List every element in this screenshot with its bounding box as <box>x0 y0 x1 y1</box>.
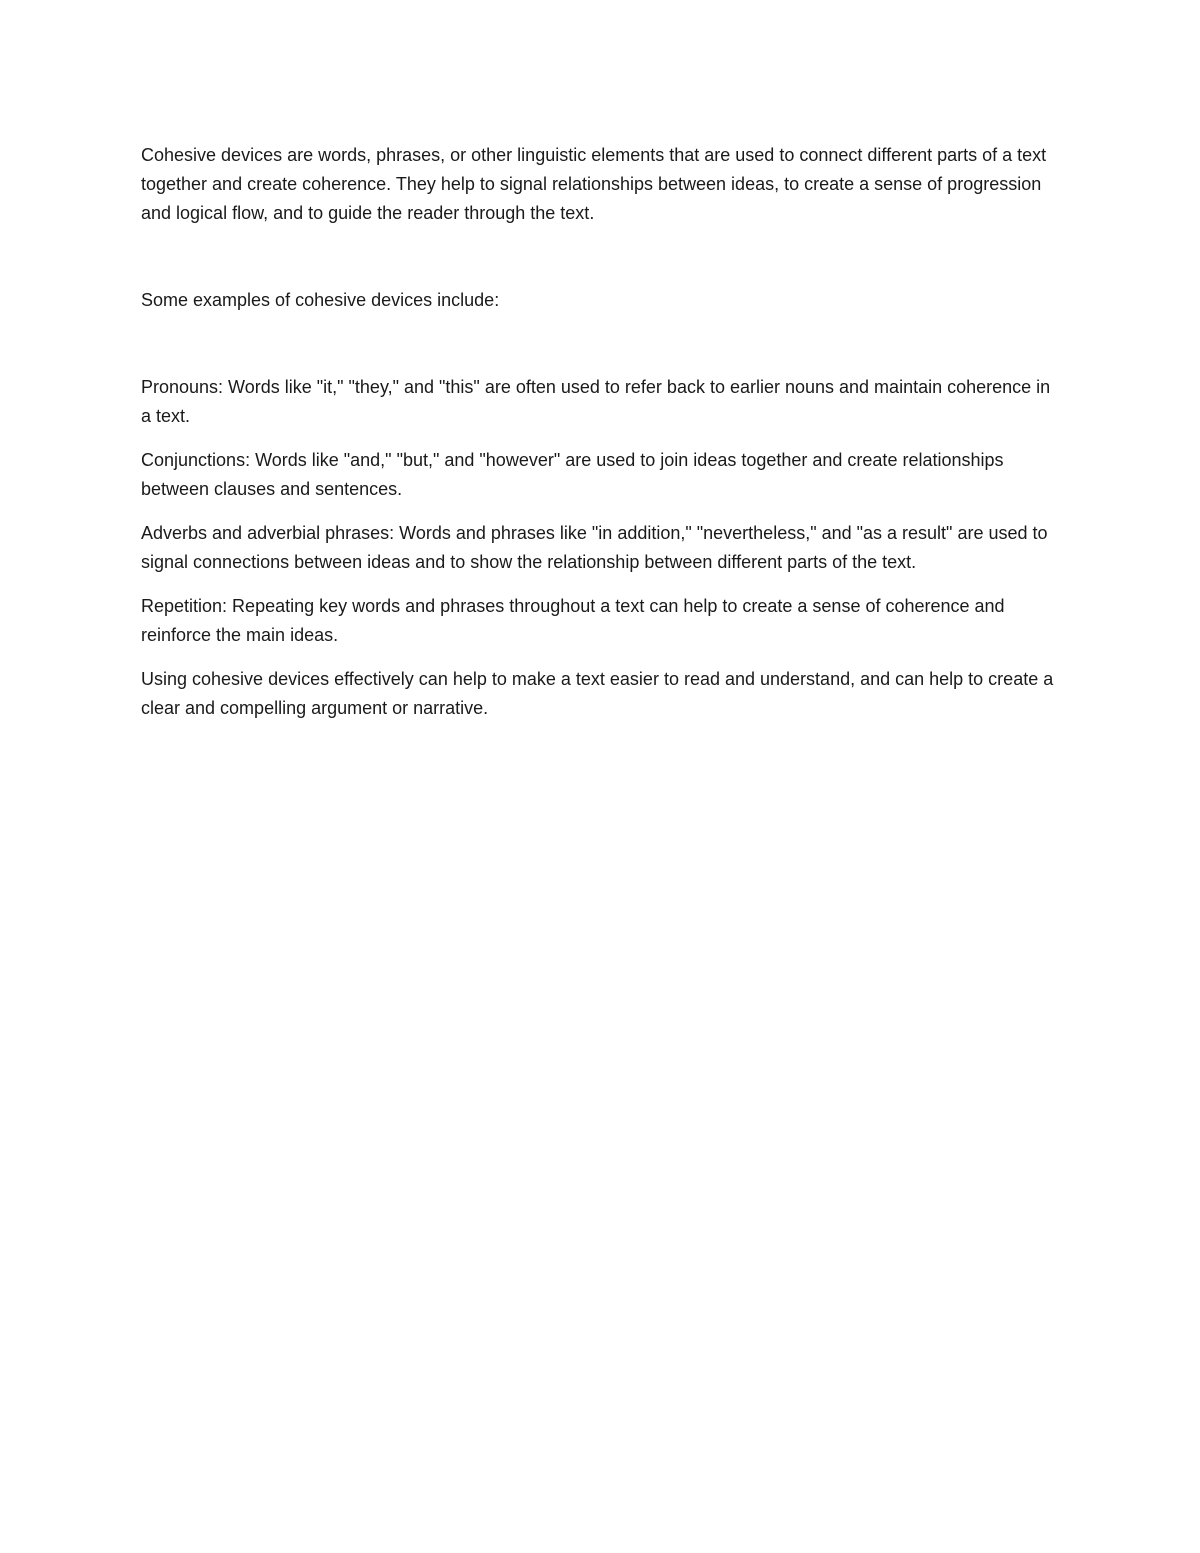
adverbs-paragraph: Adverbs and adverbial phrases: Words and phrases like "in addition," "nevertheless," and "as a result" are used to signal connections between ideas and to show the relationship between different parts of the text. <box>141 523 1048 572</box>
document-body <box>141 141 1061 723</box>
conclusion-paragraph: Using cohesive devices effectively can help to make a text easier to read and understand, and can help to create a clear and compelling argument or narrative. <box>141 669 1054 718</box>
examples-heading-paragraph: Some examples of cohesive devices include: <box>141 290 500 310</box>
repetition-paragraph: Repetition: Repeating key words and phrases throughout a text can help to create a sense of coherence and reinforce the main ideas. <box>141 596 1005 645</box>
pronouns-paragraph: Pronouns: Words like "it," "they," and "this" are often used to refer back to earlier nouns and maintain coherence in a text. <box>141 377 1051 426</box>
intro-paragraph: Cohesive devices are words, phrases, or other linguistic elements that are used to connect different parts of a text together and create coherence. They help to signal relationships between ideas, to create a sense of progression and logical flow, and to guide the reader through the text. <box>141 145 1047 223</box>
conjunctions-paragraph: Conjunctions: Words like "and," "but," and "however" are used to join ideas together and create relationships between clauses and sentences. <box>141 450 1004 499</box>
